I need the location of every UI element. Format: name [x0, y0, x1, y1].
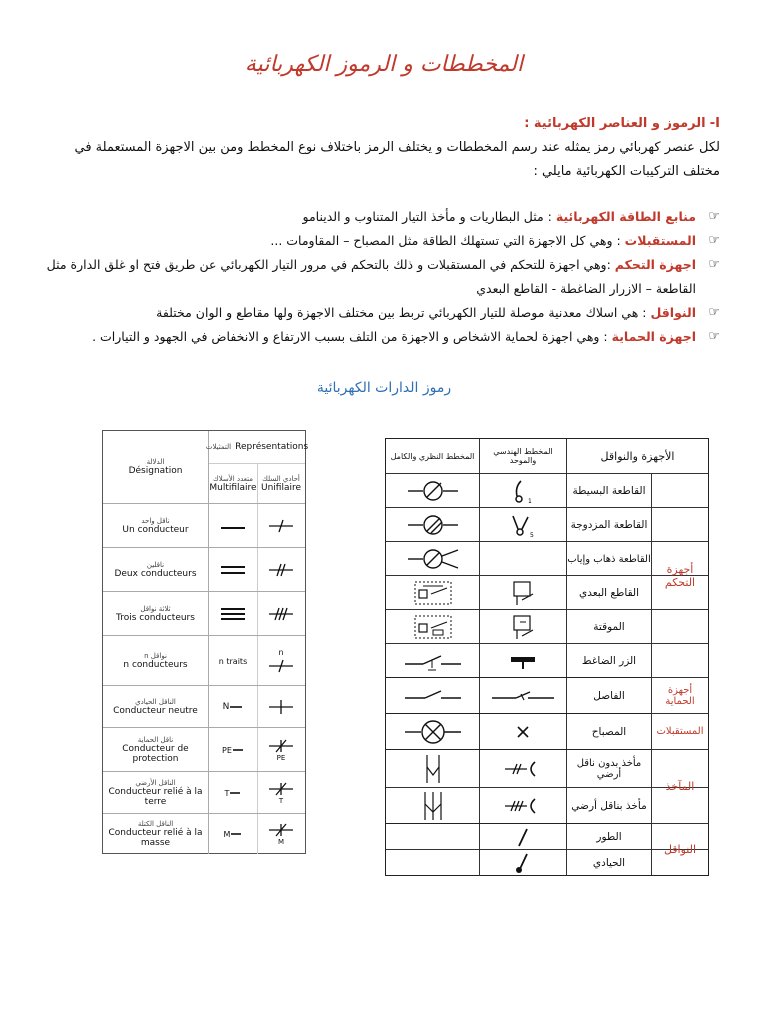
engineering-cell — [479, 824, 566, 850]
device-name: مأخذ بدون ناقل أرضي — [566, 750, 651, 788]
uni-mark: T — [278, 797, 284, 805]
header-engineering: المخطط الهندسي والموحد — [479, 439, 566, 473]
bullet-text: : هي اسلاك معدنية موصلة للتيار الكهربائي تربط بين مختلف الاجهزة ولها مقاطع و الوان مختلفة — [156, 305, 651, 320]
pointing-hand-icon: ☞ — [708, 209, 720, 224]
device-symbols-table — [385, 438, 709, 876]
row-fr: Conducteur neutre — [113, 706, 198, 716]
lamp-cross-symbol — [508, 721, 538, 743]
device-name: الطور — [566, 824, 651, 850]
engineering-cell — [479, 678, 566, 714]
engineering-cell — [479, 788, 566, 824]
multi-ar: متعدد الأسلاك — [212, 474, 253, 483]
multi-mark: M — [223, 829, 231, 839]
multifilaire-cell — [209, 728, 258, 772]
group-sockets: المآخذ — [651, 749, 708, 823]
row-ar: ناقل واحد — [141, 517, 170, 525]
row-ar: ثلاثة نواقل — [140, 605, 171, 613]
two-lines-symbol — [218, 562, 248, 578]
engineering-cell — [479, 610, 566, 644]
unifilaire-cell — [258, 636, 304, 686]
unifilaire-cell — [258, 548, 304, 592]
designation-label: Désignation — [128, 466, 183, 476]
list-item — [40, 205, 720, 229]
table-header-row — [386, 439, 708, 473]
row-ar: n نواقل — [144, 652, 167, 660]
protection-line-symbol — [232, 745, 244, 755]
bullet-list — [40, 205, 720, 349]
row-fr: Un conducteur — [122, 525, 189, 535]
conductor-symbols-table — [102, 430, 309, 854]
bullet-key: النواقل — [650, 305, 696, 320]
theoretical-cell — [386, 824, 479, 850]
row-fr: Conducteur relié à la masse — [108, 828, 203, 848]
theoretical-cell — [386, 474, 479, 508]
group-protection: أجهزة الحماية — [651, 677, 708, 713]
row-fr: Conducteur relié à la terre — [108, 787, 203, 807]
n-ticks-symbol — [266, 657, 296, 675]
device-name: القاطع البعدي — [566, 576, 651, 610]
engineering-cell — [479, 508, 566, 542]
device-name: المصباح — [566, 714, 651, 750]
neutral-symbol — [508, 851, 538, 875]
uni-mark: M — [277, 838, 285, 846]
bullet-text: : وهي اجهزة لحماية الاشخاص و الاجهزة من التلف بسبب الارتفاع و الانخفاض في الجهود و التيارات . — [92, 329, 612, 344]
row-fr: Deux conducteurs — [114, 569, 197, 579]
three-lines-symbol — [218, 605, 248, 623]
push-button-symbol — [503, 649, 543, 673]
designation-cell — [103, 686, 209, 728]
row-fr: Trois conducteurs — [116, 613, 195, 623]
unifilaire-cell — [258, 772, 304, 814]
theoretical-cell — [386, 610, 479, 644]
theoretical-cell — [386, 714, 479, 750]
device-name: الموقتة — [566, 610, 651, 644]
list-item — [40, 301, 720, 325]
designation-cell — [103, 504, 209, 548]
device-name: الزر الضاغط — [566, 644, 651, 678]
three-ticks-symbol — [266, 604, 296, 624]
row-ar: الناقل الأرضي — [135, 779, 176, 787]
table-row — [103, 771, 305, 814]
unifilaire-cell — [258, 504, 304, 548]
lamp-theory-symbol — [401, 717, 465, 747]
multi-label: Multifilaire — [209, 482, 257, 493]
designation-cell — [103, 592, 209, 636]
device-name: القاطعة البسيطة — [566, 474, 651, 508]
section-heading — [40, 112, 720, 136]
table-row — [103, 547, 305, 592]
bullet-text: :وهي اجهزة للتحكم في المستقبلات و ذلك بالتحكم في مرور التيار الكهربائي عن طريق فتح او غلق الدارة مثل القاطعة – الازرار الضاغطة - القاطع البعدي — [46, 257, 696, 296]
theoretical-cell — [386, 678, 479, 714]
multi-mark: PE — [222, 745, 232, 755]
double-switch-symbol — [503, 511, 543, 539]
pointing-hand-icon: ☞ — [708, 257, 720, 272]
section-number: I- — [709, 116, 720, 131]
section-heading-text: الرموز و العناصر الكهربائية : — [524, 116, 706, 131]
page-title: المخططات و الرموز الكهربائية — [244, 52, 524, 77]
theoretical-cell — [386, 644, 479, 678]
uni-ar: أحادي السلك — [262, 474, 300, 483]
pointing-hand-icon: ☞ — [708, 305, 720, 320]
earthed-socket-theory-symbol — [413, 790, 453, 822]
bullet-key: اجهزة التحكم — [614, 257, 696, 272]
multifilaire-cell — [209, 686, 258, 728]
multifilaire-cell: n traits — [209, 636, 258, 686]
list-item — [40, 253, 720, 301]
table-row — [103, 635, 305, 686]
device-name: مأخذ بناقل أرضي — [566, 788, 651, 824]
designation-cell — [103, 772, 209, 814]
multifilaire-cell — [209, 504, 258, 548]
multifilaire-cell — [209, 814, 258, 854]
designation-cell — [103, 728, 209, 772]
multifilaire-cell — [209, 548, 258, 592]
table-row — [103, 591, 305, 636]
switch-mark: 1 — [528, 498, 532, 505]
theoretical-cell — [386, 542, 479, 576]
repr-ar: التمثيلات — [205, 443, 232, 451]
neutral-line-symbol — [229, 702, 243, 712]
uni-mark: n — [278, 647, 284, 657]
multifilaire-cell — [209, 592, 258, 636]
phase-symbol — [508, 826, 538, 848]
group-control: أجهزة التحكم — [651, 473, 708, 677]
row-ar: ناقلين — [146, 561, 165, 569]
bullet-key: منابع الطاقة الكهربائية — [555, 209, 696, 224]
theoretical-cell — [386, 750, 479, 788]
one-line-symbol — [218, 519, 248, 533]
repr-label: Représentations — [235, 442, 309, 452]
table-row — [103, 503, 305, 548]
device-name: الحيادي — [566, 850, 651, 876]
engineering-cell — [479, 750, 566, 788]
group-conductors: النواقل — [651, 823, 708, 875]
unifilaire-cell — [258, 686, 304, 728]
bullet-key: المستقبلات — [624, 233, 696, 248]
row-fr: n conducteurs — [123, 660, 188, 670]
table-header-row — [103, 431, 309, 503]
breaker-theory-symbol — [401, 684, 465, 708]
timer-theory-symbol — [403, 612, 463, 642]
multifilaire-header — [209, 464, 258, 503]
row-ar: الناقل الحيادي — [135, 698, 176, 706]
section-paragraph: لكل عنصر كهربائي رمز يمثله عند رسم المخططات و يختلف الرمز باختلاف نوع المخطط ومن بين الاجهزة المستعملة في مختلف التركيبات الكهربائية مايلي : — [74, 140, 720, 179]
switch-mark: 5 — [530, 532, 534, 539]
protection-tick-symbol — [266, 738, 296, 754]
table-row — [103, 813, 305, 854]
subtitle: رموز الدارات الكهربائية — [316, 380, 452, 396]
unifilaire-header — [258, 464, 304, 503]
engineering-cell — [479, 714, 566, 750]
header-devices: الأجهزة والنواقل — [566, 439, 708, 473]
pointing-hand-icon: ☞ — [708, 329, 720, 344]
neutral-tick-symbol — [266, 697, 296, 717]
theoretical-cell — [386, 788, 479, 824]
two-way-switch-theory-symbol — [403, 544, 463, 574]
unifilaire-cell — [258, 728, 304, 772]
breaker-symbol — [488, 685, 558, 707]
list-item — [40, 229, 720, 253]
bullet-text: : وهي كل الاجهزة التي تستهلك الطاقة مثل المصباح – المقاومات ... — [270, 233, 625, 248]
earthed-socket-symbol — [501, 795, 545, 817]
engineering-cell — [479, 644, 566, 678]
designation-cell — [103, 548, 209, 592]
mass-tick-symbol — [266, 822, 296, 838]
engineering-cell — [479, 850, 566, 876]
multi-mark: N — [222, 702, 230, 712]
row-fr: Conducteur de protection — [122, 744, 189, 764]
row-ar: الناقل الكتلة — [137, 820, 174, 828]
device-name: الفاصل — [566, 678, 651, 714]
timer-symbol — [503, 612, 543, 642]
intro-section — [40, 112, 720, 184]
table-row — [103, 685, 305, 728]
one-tick-symbol — [266, 516, 296, 536]
unifilaire-cell — [258, 592, 304, 636]
earth-line-symbol — [229, 788, 241, 798]
multifilaire-cell — [209, 772, 258, 814]
push-button-theory-symbol — [401, 648, 465, 674]
representations-header — [205, 431, 309, 464]
simple-switch-symbol — [503, 477, 543, 505]
uni-mark: PE — [276, 754, 286, 762]
device-name: القاطعة ذهاب وإياب — [566, 542, 651, 576]
designation-cell — [103, 814, 209, 854]
mass-line-symbol — [230, 829, 242, 839]
bullet-text: : مثل البطاريات و مأخذ التيار المتناوب و الدينامو — [302, 209, 556, 224]
device-name: القاطعة المزدوجة — [566, 508, 651, 542]
engineering-cell — [479, 576, 566, 610]
uni-label: Unifilaire — [260, 482, 302, 493]
simple-switch-theory-symbol — [403, 477, 463, 505]
remote-switch-theory-symbol — [403, 578, 463, 608]
double-switch-theory-symbol — [403, 510, 463, 540]
multi-mark: T — [224, 788, 230, 798]
bullet-key: اجهزة الحماية — [611, 329, 696, 344]
designation-header — [103, 431, 209, 503]
remote-switch-symbol — [503, 578, 543, 608]
designation-cell — [103, 636, 209, 686]
engineering-cell — [479, 474, 566, 508]
theoretical-cell — [386, 850, 479, 876]
theoretical-cell — [386, 576, 479, 610]
group-receivers: المستقبلات — [651, 713, 708, 749]
unifilaire-cell — [258, 814, 304, 854]
engineering-cell — [479, 542, 566, 576]
two-ticks-symbol — [266, 560, 296, 580]
row-ar: ناقل الحماية — [137, 736, 174, 744]
list-item — [40, 325, 720, 349]
socket-symbol — [501, 758, 545, 780]
earth-tick-symbol — [266, 781, 296, 797]
table-row — [103, 727, 305, 772]
theoretical-cell — [386, 508, 479, 542]
socket-theory-symbol — [413, 753, 453, 785]
pointing-hand-icon: ☞ — [708, 233, 720, 248]
header-theoretical: المخطط النظري والكامل — [390, 451, 475, 461]
designation-ar: الدلالة — [146, 458, 165, 466]
